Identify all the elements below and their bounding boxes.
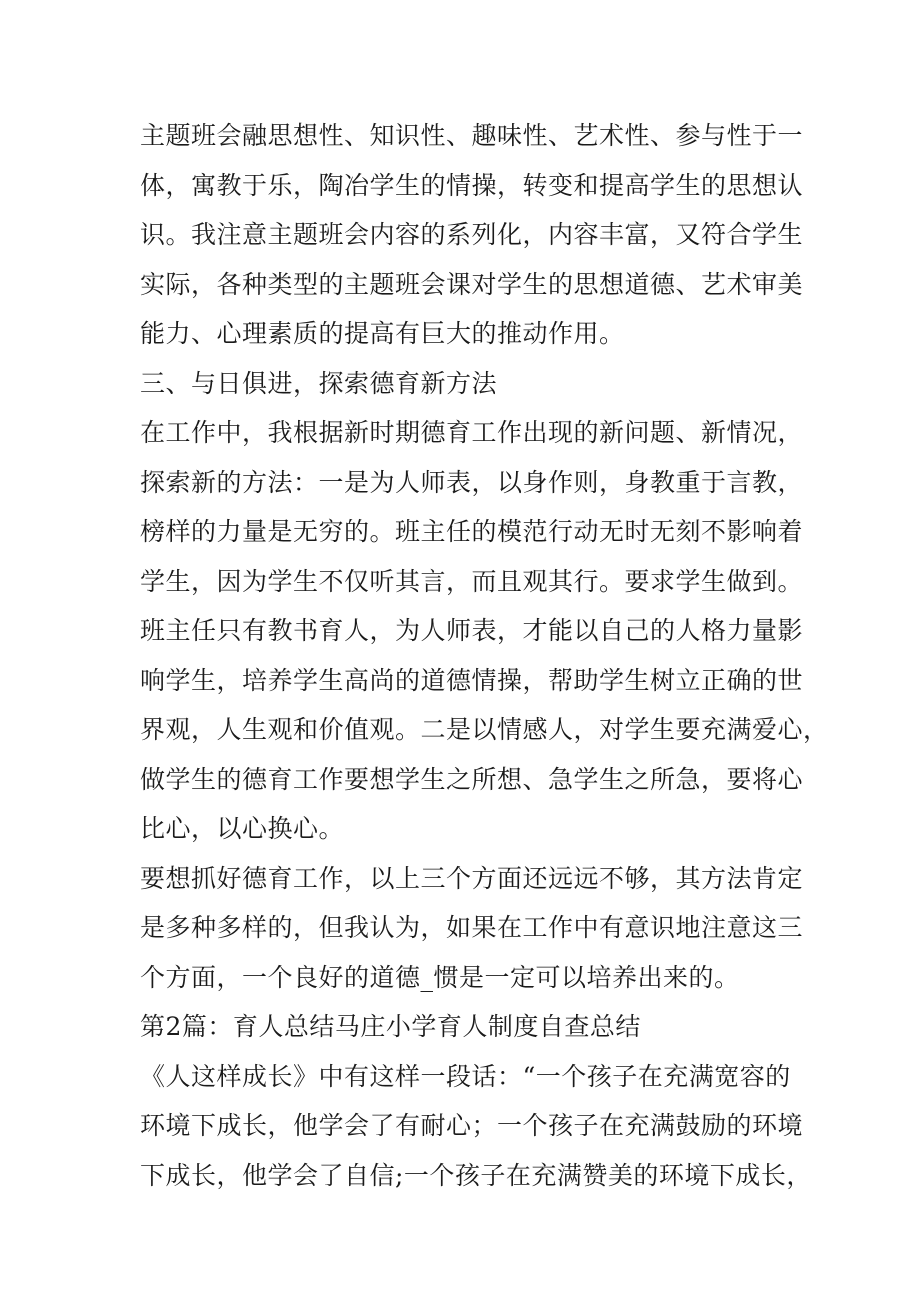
- text-line-1: 主题班会融思想性、知识性、趣味性、艺术性、参与性于一: [140, 121, 804, 150]
- text-line-8: 探索新的方法：一是为人师表，以身作则，身教重于言教，: [140, 467, 804, 497]
- text-line-22: 下成长，他学会了自信;一个孩子在充满赞美的环境下成长，: [140, 1160, 812, 1190]
- text-line-4: 实际，各种类型的主题班会课对学生的思想道德、艺术审美: [140, 269, 804, 299]
- text-line-7: 在工作中，我根据新时期德育工作出现的新问题、新情况，: [140, 418, 804, 447]
- text-line-3: 识。我注意主题班会内容的系列化，内容丰富，又符合学生: [140, 220, 804, 249]
- text-line-13: 界观，人生观和价值观。二是以情感人，对学生要充满爱心，: [140, 715, 829, 744]
- text-line-12: 响学生，培养学生高尚的道德情操，帮助学生树立正确的世: [140, 665, 804, 695]
- document-body: [140, 111, 829, 1200]
- text-line-17: 是多种多样的，但我认为，如果在工作中有意识地注意这三: [140, 913, 804, 942]
- text-line-18: 个方面，一个良好的道德_惯是一定可以培养出来的。: [140, 962, 740, 992]
- text-line-20: 《人这样成长》中有这样一段话：“一个孩子在充满宽容的: [140, 1061, 791, 1091]
- text-line-14: 做学生的德育工作要想学生之所想、急学生之所急，要将心: [140, 764, 804, 794]
- article-title-2: 第2篇：育人总结马庄小学育人制度自查总结: [140, 1012, 641, 1041]
- text-line-2: 体，寓教于乐，陶冶学生的情操，转变和提高学生的思想认: [140, 170, 804, 200]
- text-line-11: 班主任只有教书育人，为人师表，才能以自己的人格力量影: [140, 616, 804, 645]
- text-line-21: 环境下成长，他学会了有耐心；一个孩子在充满鼓励的环境: [140, 1111, 804, 1140]
- section-heading-3: 三、与日俱进，探索德育新方法: [140, 368, 498, 398]
- text-line-9: 榜样的力量是无穷的。班主任的模范行动无时无刻不影响着: [140, 517, 804, 546]
- text-line-16: 要想抓好德育工作，以上三个方面还远远不够，其方法肯定: [140, 863, 804, 893]
- text-line-15: 比心，以心换心。: [140, 814, 345, 843]
- text-line-5: 能力、心理素质的提高有巨大的推动作用。: [140, 319, 625, 348]
- text-line-10: 学生，因为学生不仅听其言，而且观其行。要求学生做到。: [140, 566, 804, 596]
